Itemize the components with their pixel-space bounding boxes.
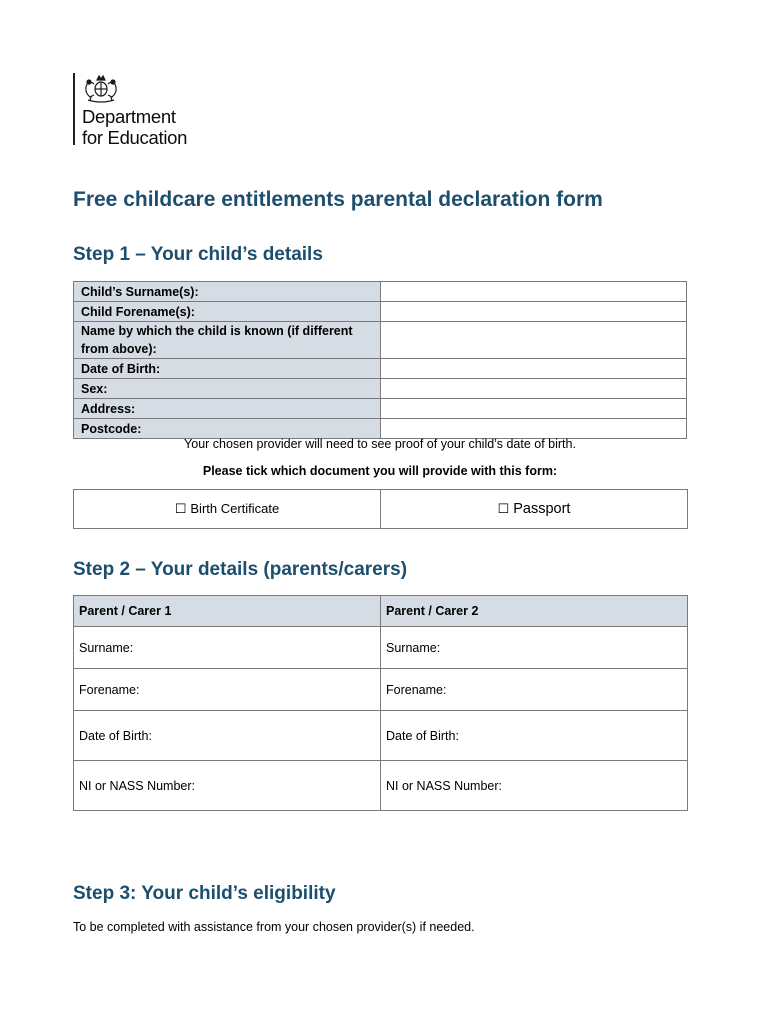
logo-line-2: for Education xyxy=(82,127,188,148)
parent2-surname-field[interactable]: Surname: xyxy=(381,627,688,669)
logo-divider xyxy=(73,73,75,145)
child-dob-field[interactable] xyxy=(381,359,687,379)
parent1-surname-field[interactable]: Surname: xyxy=(74,627,381,669)
child-forename-label: Child Forename(s): xyxy=(74,302,381,322)
logo-text xyxy=(82,106,187,148)
child-surname-label: Child’s Surname(s): xyxy=(74,282,381,302)
birth-certificate-label: Birth Certificate xyxy=(190,501,280,516)
parent2-dob-field[interactable]: Date of Birth: xyxy=(381,711,688,761)
passport-label: Passport xyxy=(513,501,571,517)
parent1-header: Parent / Carer 1 xyxy=(74,596,381,627)
parent-details-table xyxy=(73,595,688,811)
table-row xyxy=(74,302,687,322)
table-row xyxy=(74,399,687,419)
child-address-field[interactable] xyxy=(381,399,687,419)
table-row xyxy=(74,359,687,379)
tick-instruction: Please tick which document you will provide with this form: xyxy=(202,464,558,478)
table-row xyxy=(74,669,688,711)
child-sex-field[interactable] xyxy=(381,379,687,399)
child-surname-field[interactable] xyxy=(381,282,687,302)
document-choice-table xyxy=(73,489,688,529)
table-row xyxy=(74,379,687,399)
birth-certificate-option[interactable] xyxy=(74,490,381,529)
page-title: Free childcare entitlements parental declaration form xyxy=(73,188,603,211)
child-postcode-label: Postcode: xyxy=(74,419,381,439)
checkbox-icon[interactable]: ☐ xyxy=(174,501,187,516)
table-header-row xyxy=(74,596,688,627)
parent2-ni-field[interactable]: NI or NASS Number: xyxy=(381,761,688,811)
known-as-label: Name by which the child is known (if different from above): xyxy=(74,322,381,359)
parent2-forename-field[interactable]: Forename: xyxy=(381,669,688,711)
child-postcode-field[interactable] xyxy=(381,419,687,439)
checkbox-icon[interactable]: ☐ xyxy=(497,501,510,516)
step3-heading: Step 3: Your child’s eligibility xyxy=(73,883,336,904)
parent1-dob-field[interactable]: Date of Birth: xyxy=(74,711,381,761)
parent1-ni-field[interactable]: NI or NASS Number: xyxy=(74,761,381,811)
child-address-label: Address: xyxy=(74,399,381,419)
table-row xyxy=(74,761,688,811)
royal-crest-icon xyxy=(82,73,120,105)
proof-note: Your chosen provider will need to see proof of your child’s date of birth. xyxy=(184,437,576,451)
step3-intro: To be completed with assistance from your chosen provider(s) if needed. xyxy=(73,920,475,934)
table-row xyxy=(74,322,687,359)
passport-option[interactable] xyxy=(381,490,688,529)
child-sex-label: Sex: xyxy=(74,379,381,399)
logo-line-1: Department xyxy=(82,106,176,127)
parent1-forename-field[interactable]: Forename: xyxy=(74,669,381,711)
parent2-header: Parent / Carer 2 xyxy=(381,596,688,627)
child-dob-label: Date of Birth: xyxy=(74,359,381,379)
step1-heading: Step 1 – Your child’s details xyxy=(73,244,323,265)
table-row xyxy=(74,419,687,439)
known-as-field[interactable] xyxy=(381,322,687,359)
table-row xyxy=(74,711,688,761)
table-row xyxy=(74,282,687,302)
step2-heading: Step 2 – Your details (parents/carers) xyxy=(73,559,408,580)
child-forename-field[interactable] xyxy=(381,302,687,322)
child-details-table xyxy=(73,281,687,439)
table-row xyxy=(74,627,688,669)
